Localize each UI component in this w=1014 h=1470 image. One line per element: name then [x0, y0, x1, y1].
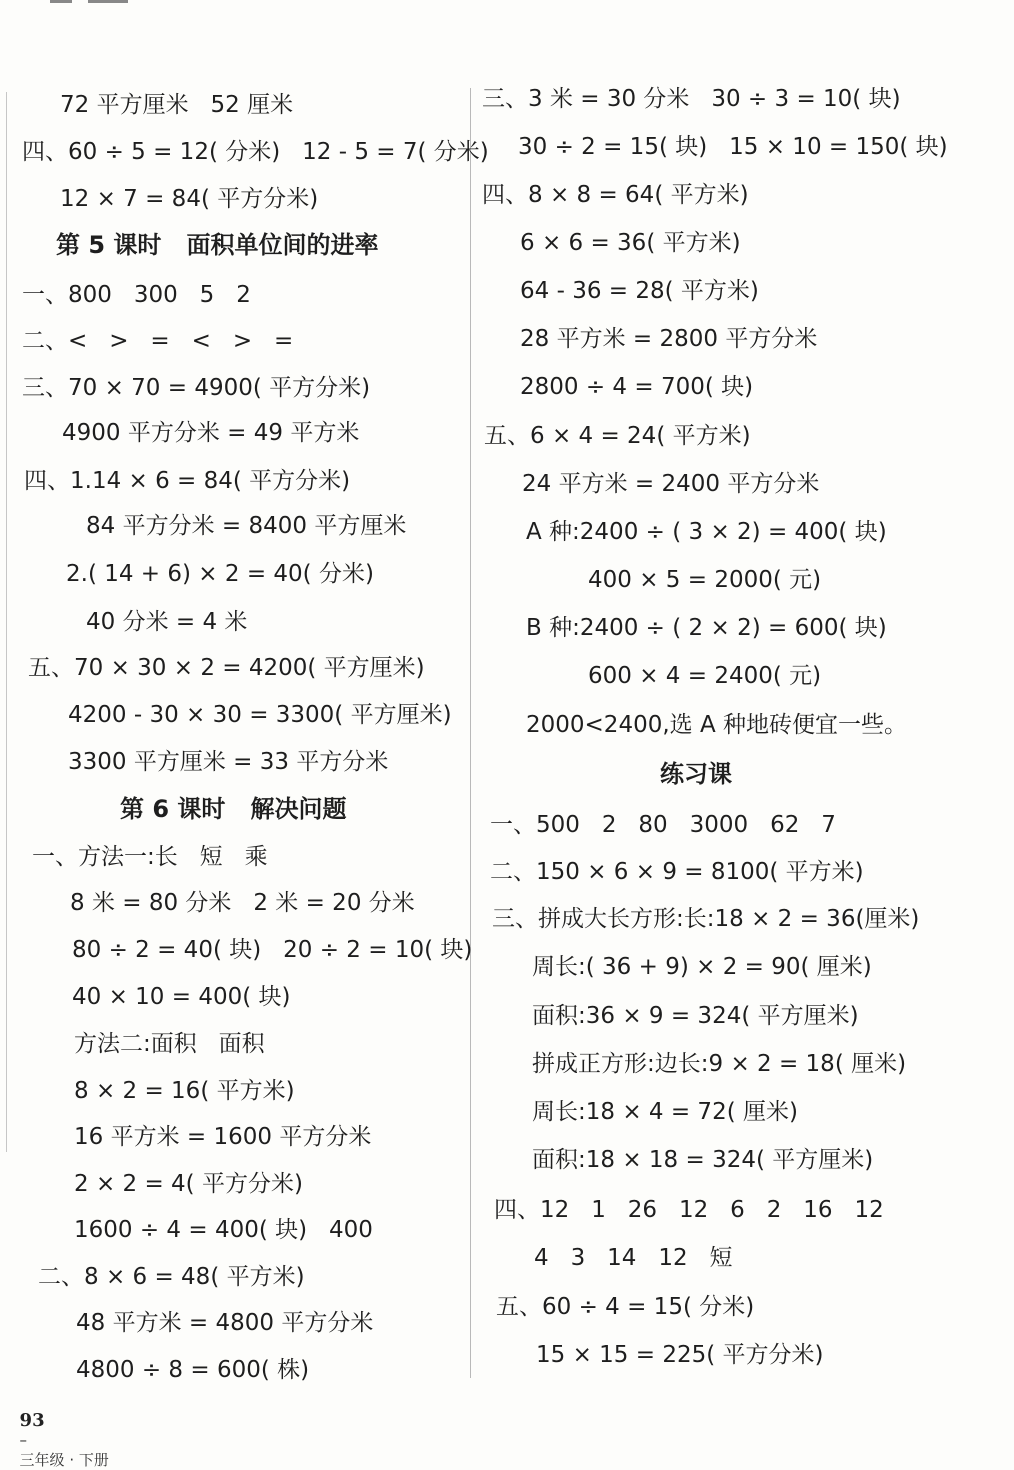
answer-line: 一、500 2 80 3000 62 7 [490, 812, 836, 838]
answer-line: 8 米 = 80 分米 2 米 = 20 分米 [70, 890, 415, 916]
answer-line: 40 × 10 = 400( 块) [72, 984, 291, 1010]
answer-line: 4800 ÷ 8 = 600( 株) [76, 1357, 310, 1383]
footer-dash: – [19, 1431, 28, 1449]
answer-line: 三、3 米 = 30 分米 30 ÷ 3 = 10( 块) [482, 86, 901, 112]
answer-line: 五、60 ÷ 4 = 15( 分米) [496, 1294, 755, 1320]
answer-line: 拼成正方形:边长:9 × 2 = 18( 厘米) [532, 1051, 907, 1077]
answer-line: 16 平方米 = 1600 平方分米 [74, 1124, 372, 1150]
answer-line: 2000<2400,选 A 种地砖便宜一些。 [526, 712, 908, 738]
answer-line: 四、12 1 26 12 6 2 16 12 [494, 1197, 884, 1223]
answer-line: 2 × 2 = 4( 平方分米) [74, 1171, 303, 1197]
answer-line: 一、800 300 5 2 [22, 282, 251, 308]
section-heading: 第 5 课时 面积单位间的进率 [56, 231, 379, 259]
answer-line: 4900 平方分米 = 49 平方米 [62, 420, 360, 446]
page-number: 93 [19, 1410, 45, 1431]
answer-line: A 种:2400 ÷ ( 3 × 2) = 400( 块) [526, 519, 887, 545]
answer-line: 30 ÷ 2 = 15( 块) 15 × 10 = 150( 块) [518, 134, 948, 160]
answer-line: 四、1.14 × 6 = 84( 平方分米) [24, 468, 351, 494]
answer-line: 四、8 × 8 = 64( 平方米) [482, 182, 749, 208]
answer-line: 72 平方厘米 52 厘米 [60, 92, 294, 118]
answer-line: 面积:18 × 18 = 324( 平方厘米) [532, 1147, 874, 1173]
answer-line: 周长:18 × 4 = 72( 厘米) [532, 1099, 798, 1125]
section-heading: 练习课 [660, 760, 732, 788]
answer-line: 28 平方米 = 2800 平方分米 [520, 326, 818, 352]
answer-line: 40 分米 = 4 米 [86, 609, 248, 635]
answer-line: 600 × 4 = 2400( 元) [588, 663, 822, 689]
answer-line: 84 平方分米 = 8400 平方厘米 [86, 513, 407, 539]
answer-line: 48 平方米 = 4800 平方分米 [76, 1310, 374, 1336]
answer-line: 周长:( 36 + 9) × 2 = 90( 厘米) [532, 954, 872, 980]
answer-line: 二、150 × 6 × 9 = 8100( 平方米) [490, 859, 864, 885]
answer-line: 1600 ÷ 4 = 400( 块) 400 [74, 1217, 373, 1243]
section-heading: 第 6 课时 解决问题 [120, 795, 347, 823]
top-edge-marks [50, 0, 150, 6]
column-divider [470, 88, 471, 1378]
answer-line: 四、60 ÷ 5 = 12( 分米) 12 - 5 = 7( 分米) [22, 139, 489, 165]
answer-line: 400 × 5 = 2000( 元) [588, 567, 822, 593]
answer-line: 方法二:面积 面积 [74, 1031, 265, 1057]
answer-line: 15 × 15 = 225( 平方分米) [536, 1342, 824, 1368]
answer-line: 三、70 × 70 = 4900( 平方分米) [22, 375, 371, 401]
answer-line: 2800 ÷ 4 = 700( 块) [520, 374, 754, 400]
answer-line: 80 ÷ 2 = 40( 块) 20 ÷ 2 = 10( 块) [72, 937, 473, 963]
answer-line: 三、拼成大长方形:长:18 × 2 = 36(厘米) [492, 906, 920, 932]
answer-line: 五、6 × 4 = 24( 平方米) [484, 423, 751, 449]
answer-line: 3300 平方厘米 = 33 平方分米 [68, 749, 389, 775]
answer-line: B 种:2400 ÷ ( 2 × 2) = 600( 块) [526, 615, 887, 641]
answer-line: 二、8 × 6 = 48( 平方米) [38, 1264, 305, 1290]
answer-line: 6 × 6 = 36( 平方米) [520, 230, 741, 256]
answer-line: 一、方法一:长 短 乘 [32, 844, 268, 870]
answer-line: 4 3 14 12 短 [534, 1245, 733, 1271]
answer-line: 2.( 14 + 6) × 2 = 40( 分米) [66, 561, 374, 587]
page-footer [10, 1392, 109, 1470]
book-label: 三年级 · 下册 [19, 1451, 109, 1469]
answer-line: 12 × 7 = 84( 平方分米) [60, 186, 319, 212]
answer-line: 五、70 × 30 × 2 = 4200( 平方厘米) [28, 655, 425, 681]
answer-line: 面积:36 × 9 = 324( 平方厘米) [532, 1003, 859, 1029]
answer-line: 24 平方米 = 2400 平方分米 [522, 471, 820, 497]
answer-line: 二、< > = < > = [22, 328, 294, 354]
answer-line: 4200 - 30 × 30 = 3300( 平方厘米) [68, 702, 452, 728]
left-margin-rule [6, 92, 7, 1152]
answer-line: 64 - 36 = 28( 平方米) [520, 278, 759, 304]
answer-line: 8 × 2 = 16( 平方米) [74, 1078, 295, 1104]
